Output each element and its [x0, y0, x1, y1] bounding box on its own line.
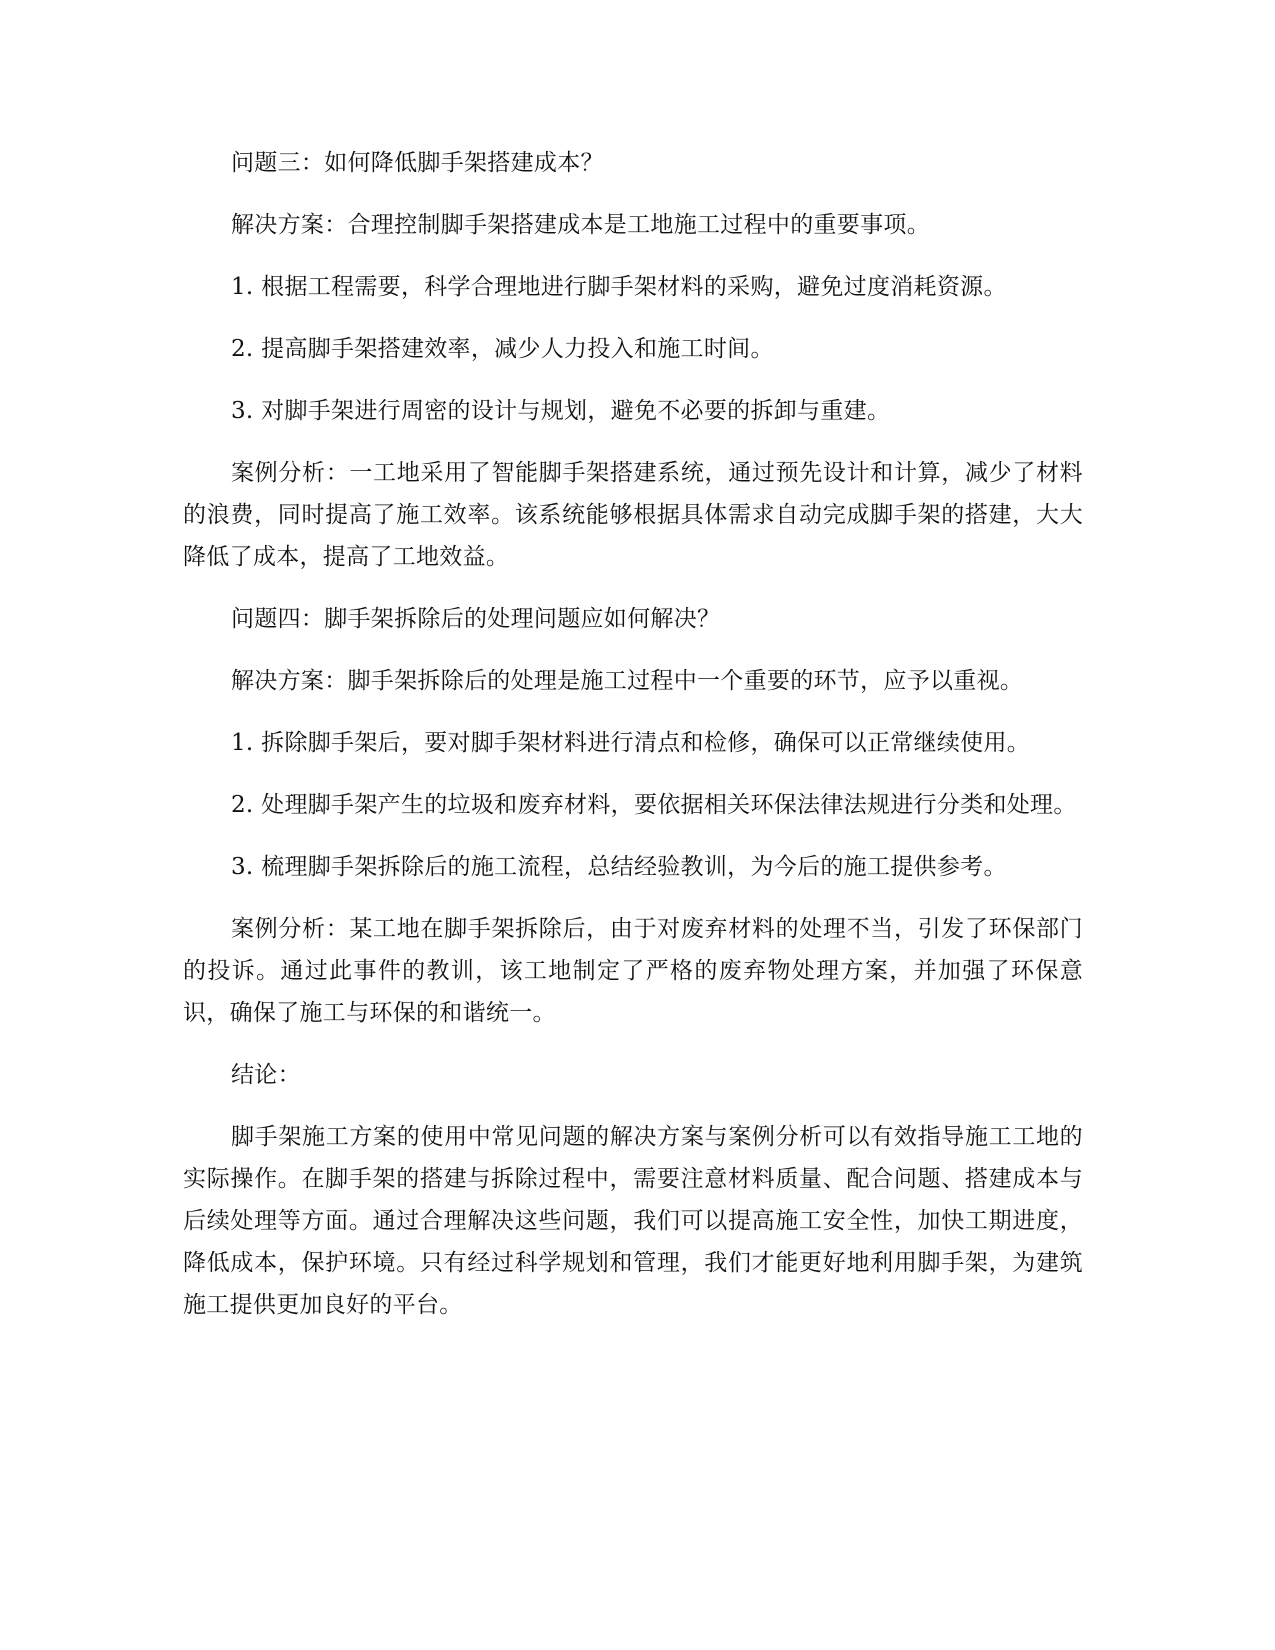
case-analysis-three: 案例分析：一工地采用了智能脚手架搭建系统，通过预先设计和计算，减少了材料的浪费，同时提高了施工效率。该系统能够根据具体需求自动完成脚手架的搭建，大大降低了成本，提高了工地效益。: [183, 460, 1083, 570]
solution-three-item-2: 2. 提高脚手架搭建效率，减少人力投入和施工时间。: [231, 336, 774, 362]
solution-three-item-3: 3. 对脚手架进行周密的设计与规划，避免不必要的拆卸与重建。: [231, 398, 891, 424]
document-body: [183, 142, 1083, 1346]
case-analysis-four: 案例分析：某工地在脚手架拆除后，由于对废弃材料的处理不当，引发了环保部门的投诉。通过此事件的教训，该工地制定了严格的废弃物处理方案，并加强了环保意识，确保了施工与环保的和谐统一。: [183, 916, 1083, 1026]
question-three-heading: 问题三：如何降低脚手架搭建成本？: [231, 150, 604, 176]
solution-three-intro: 解决方案：合理控制脚手架搭建成本是工地施工过程中的重要事项。: [231, 212, 930, 238]
conclusion-heading: 结论：: [231, 1062, 301, 1088]
conclusion-body: 脚手架施工方案的使用中常见问题的解决方案与案例分析可以有效指导施工工地的实际操作。在脚手架的搭建与拆除过程中，需要注意材料质量、配合问题、搭建成本与后续处理等方面。通过合理解决这些问题，我们可以提高施工安全性，加快工期进度，降低成本，保护环境。只有经过科学规划和管理，我们才能更好地利用脚手架，为建筑施工提供更加良好的平台。: [183, 1124, 1083, 1318]
solution-three-item-1: 1. 根据工程需要，科学合理地进行脚手架材料的采购，避免过度消耗资源。: [231, 274, 1007, 300]
solution-four-item-3: 3. 梳理脚手架拆除后的施工流程，总结经验教训，为今后的施工提供参考。: [231, 854, 1007, 880]
solution-four-item-2: 2. 处理脚手架产生的垃圾和废弃材料，要依据相关环保法律法规进行分类和处理。: [231, 792, 1077, 818]
solution-four-item-1: 1. 拆除脚手架后，要对脚手架材料进行清点和检修，确保可以正常继续使用。: [231, 730, 1031, 756]
solution-four-intro: 解决方案：脚手架拆除后的处理是施工过程中一个重要的环节，应予以重视。: [231, 668, 1024, 694]
question-four-heading: 问题四：脚手架拆除后的处理问题应如何解决？: [231, 606, 721, 632]
